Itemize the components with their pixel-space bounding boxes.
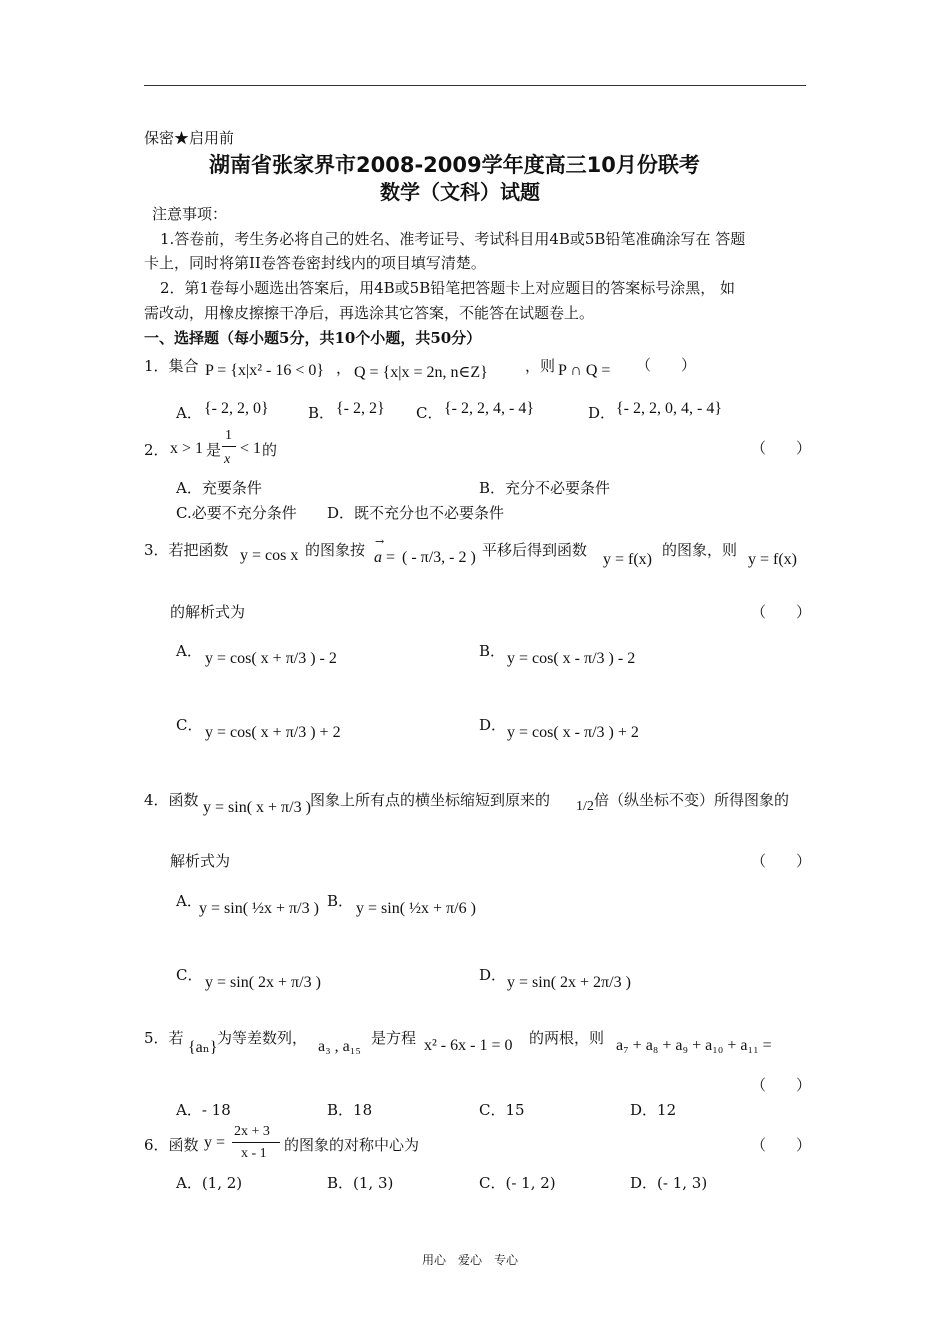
q1-option-b: {- 2, 2} (336, 400, 385, 417)
note-2-line-1: 2．第1卷每小题选出答案后，用4B或5B铅笔把答题卡上对应题目的答案标号涂黑， 如 (160, 279, 735, 297)
q2-option-c: C.必要不充分条件 (176, 504, 297, 522)
q5-text-2: 是方程 (371, 1029, 417, 1047)
q3-text-2: 平移后得到函数 (482, 541, 588, 559)
q2-answer-bracket: （ ） (751, 439, 812, 457)
q3-option-a: y = cos( x + π/3 ) - 2 (205, 650, 337, 667)
q2-option-a: A．充要条件 (176, 479, 262, 497)
q4-option-b-label: B． (327, 892, 354, 910)
note-1-line-2: 卡上，同时将第II卷答卷密封线内的项目填写清楚。 (144, 254, 486, 272)
q4-answer-bracket: （ ） (751, 852, 812, 870)
q3-line-2: 的解析式为 (170, 603, 246, 621)
q4-option-a-label: A． (176, 892, 202, 910)
q5-option-b: B．18 (327, 1101, 373, 1119)
q4-text-2: 倍（纵坐标不变）所得图象的 (594, 791, 790, 809)
q3-vector: a (374, 549, 382, 566)
q4-option-c: y = sin( 2x + π/3 ) (205, 974, 321, 991)
q2-number: 2． (144, 441, 169, 459)
q5-sum: a₇ + a₈ + a₉ + a₁₀ + a₁₁ = (616, 1037, 772, 1054)
q6-text: 的图象的对称中心为 (284, 1136, 420, 1154)
q4-line-2: 解析式为 (170, 852, 231, 870)
q3-vector-eq: = (386, 549, 396, 566)
q2-condition: x > 1 (170, 440, 204, 457)
q6-frac-num: 2x + 3 (234, 1124, 270, 1139)
q1-intersection: P ∩ Q = (558, 362, 611, 379)
q5-number: 5．若 (144, 1029, 184, 1047)
note-2-line-2: 需改动，用橡皮擦擦干净后，再选涂其它答案，不能答在试题卷上。 (144, 304, 595, 322)
q6-frac-bar (232, 1142, 280, 1143)
q5-terms: a₃ , a₁₅ (318, 1038, 361, 1055)
q1-sep: ， (336, 359, 352, 377)
q3-text-1: 的图象按 (305, 541, 366, 559)
q6-frac-den: x - 1 (241, 1146, 267, 1161)
q1-option-a-label: A． (176, 404, 202, 422)
q3-option-b: y = cos( x - π/3 ) - 2 (507, 650, 636, 667)
q5-answer-bracket: （ ） (751, 1076, 812, 1094)
q3-function: y = cos x (240, 547, 299, 564)
q3-text-3: 的图象，则 (662, 541, 738, 559)
q3-fx-2: y = f(x) (748, 551, 798, 568)
q4-option-d: y = sin( 2x + 2π/3 ) (507, 974, 631, 991)
q3-option-a-label: A． (176, 642, 202, 660)
q3-vector-arrow-icon: → (375, 535, 385, 548)
q5-option-c: C．15 (479, 1101, 525, 1119)
q6-number: 6．函数 (144, 1136, 199, 1154)
q1-number: 1．集合 (144, 357, 199, 375)
q3-option-c-label: C． (176, 716, 203, 734)
q4-function: y = sin( x + π/3 ) (203, 799, 311, 816)
q3-option-d: y = cos( x - π/3 ) + 2 (507, 724, 639, 741)
confidential-label: 保密★启用前 (144, 129, 235, 147)
q1-set-q: Q = {x|x = 2n, n∈Z} (354, 364, 488, 381)
q6-y-eq: y = (204, 1134, 226, 1151)
q2-frac-num: 1 (225, 428, 232, 443)
q3-number: 3．若把函数 (144, 541, 229, 559)
q4-option-a: y = sin( ½x + π/3 ) (199, 900, 319, 917)
q1-answer-bracket: （ ） (636, 356, 697, 374)
q5-equation: x² - 6x - 1 = 0 (424, 1037, 513, 1054)
q5-text-3: 的两根，则 (529, 1029, 605, 1047)
q1-option-b-label: B． (308, 404, 335, 422)
q4-text-1: 图象上所有点的横坐标缩短到原来的 (310, 791, 551, 809)
q1-option-d-label: D． (588, 404, 616, 422)
page-footer: 用心 爱心 专心 (422, 1253, 519, 1267)
q5-sequence: {aₙ} (188, 1039, 218, 1056)
q4-option-b: y = sin( ½x + π/6 ) (356, 900, 476, 917)
q3-option-c: y = cos( x + π/3 ) + 2 (205, 724, 341, 741)
q5-option-a: A．- 18 (176, 1101, 231, 1119)
q2-option-b: B．充分不必要条件 (479, 479, 611, 497)
q1-option-d: {- 2, 2, 0, 4, - 4} (616, 400, 723, 417)
q4-option-c-label: C． (176, 966, 203, 984)
q4-fraction: 1/2 (576, 799, 594, 814)
exam-subtitle: 数学（文科）试题 (380, 180, 540, 204)
notes-heading: 注意事项： (152, 205, 228, 223)
q1-option-c-label: C． (416, 404, 443, 422)
q3-option-d-label: D． (479, 716, 507, 734)
section-heading: 一、选择题（每小题5分，共10个小题，共50分） (144, 329, 482, 347)
q4-number: 4．函数 (144, 791, 199, 809)
q3-fx-1: y = f(x) (603, 551, 653, 568)
q5-option-d: D．12 (630, 1101, 677, 1119)
q3-vector-body: ( - π/3, - 2 ) (402, 549, 476, 566)
q4-option-d-label: D． (479, 966, 507, 984)
q6-option-a: A．(1, 2) (176, 1174, 243, 1192)
q1-option-a: {- 2, 2, 0} (204, 400, 269, 417)
q3-option-b-label: B． (479, 642, 506, 660)
q6-answer-bracket: （ ） (751, 1136, 812, 1154)
q6-option-b: B．(1, 3) (327, 1174, 394, 1192)
q2-lt: < 1 (240, 440, 262, 457)
q6-option-c: C．(- 1, 2) (479, 1174, 556, 1192)
q6-option-d: D．(- 1, 3) (630, 1174, 708, 1192)
q2-of: 的 (262, 441, 278, 459)
note-1-line-1: 1.答卷前，考生务必将自己的姓名、准考证号、考试科目用4B或5B铅笔准确涂写在 答题 (160, 230, 746, 248)
q1-set-p: P = {x|x² - 16 < 0} (205, 362, 325, 379)
q1-option-c: {- 2, 2, 4, - 4} (444, 400, 535, 417)
q1-then: ，则 (525, 357, 556, 375)
q2-is: 是 (206, 441, 222, 459)
top-rule (144, 85, 806, 86)
exam-title: 湖南省张家界市2008-2009学年度高三10月份联考 (209, 153, 700, 177)
q2-option-d: D．既不充分也不必要条件 (327, 504, 505, 522)
q2-frac-den: x (224, 452, 231, 467)
q2-frac-bar (222, 446, 236, 447)
q5-text-1: 为等差数列， (217, 1029, 308, 1047)
q3-answer-bracket: （ ） (751, 603, 812, 621)
